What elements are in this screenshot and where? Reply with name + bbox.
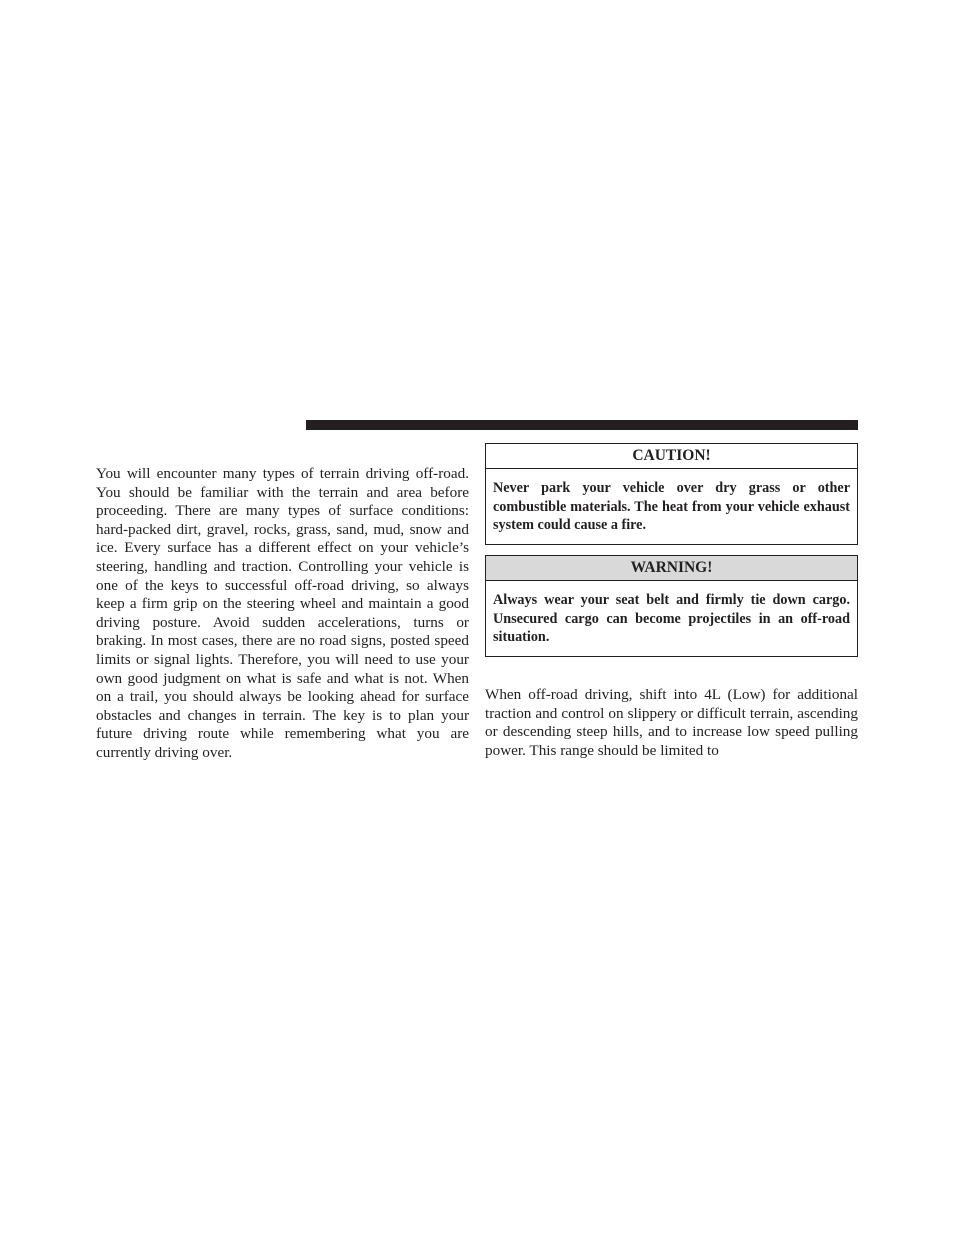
caution-box	[485, 443, 858, 545]
warning-box	[485, 555, 858, 657]
terrain-paragraph: You will encounter many types of terrain driving off-road. You should be familiar with the terrain and area before proceeding. There are many types of surface conditions: hard-packed dirt, gravel, rocks, grass, sand, mud, snow and ice. Every surface has a different effect on your vehicle’s steering, handling and traction. Controlling your vehicle is one of the keys to successful off-road driving, so always keep a firm grip on the steering wheel and maintain a good driving posture. Avoid sudden accelerations, turns or braking. In most cases, there are no road signs, posted speed limits or signal lights. Therefore, you will need to use your own good judgment on what is safe and what is not. When on a trail, you should always be looking ahead for surface obstacles and changes in terrain. The key is to plan your future driving route while remembering what you are currently driving over.	[96, 465, 469, 761]
caution-title: CAUTION!	[486, 444, 857, 469]
low-range-paragraph: When off-road driving, shift into 4L (Low) for additional traction and control on slippery or difficult terrain, ascending or descending steep hills, and to increase low speed pulling power. This range should be limited to	[485, 686, 858, 759]
section-header-rule	[306, 420, 858, 430]
warning-text: Always wear your seat belt and firmly tie down cargo. Unsecured cargo can become projectiles in an off-road situation.	[493, 592, 850, 646]
caution-text: Never park your vehicle over dry grass or other combustible materials. The heat from your vehicle exhaust system could cause a fire.	[493, 480, 850, 534]
warning-title: WARNING!	[486, 556, 857, 581]
